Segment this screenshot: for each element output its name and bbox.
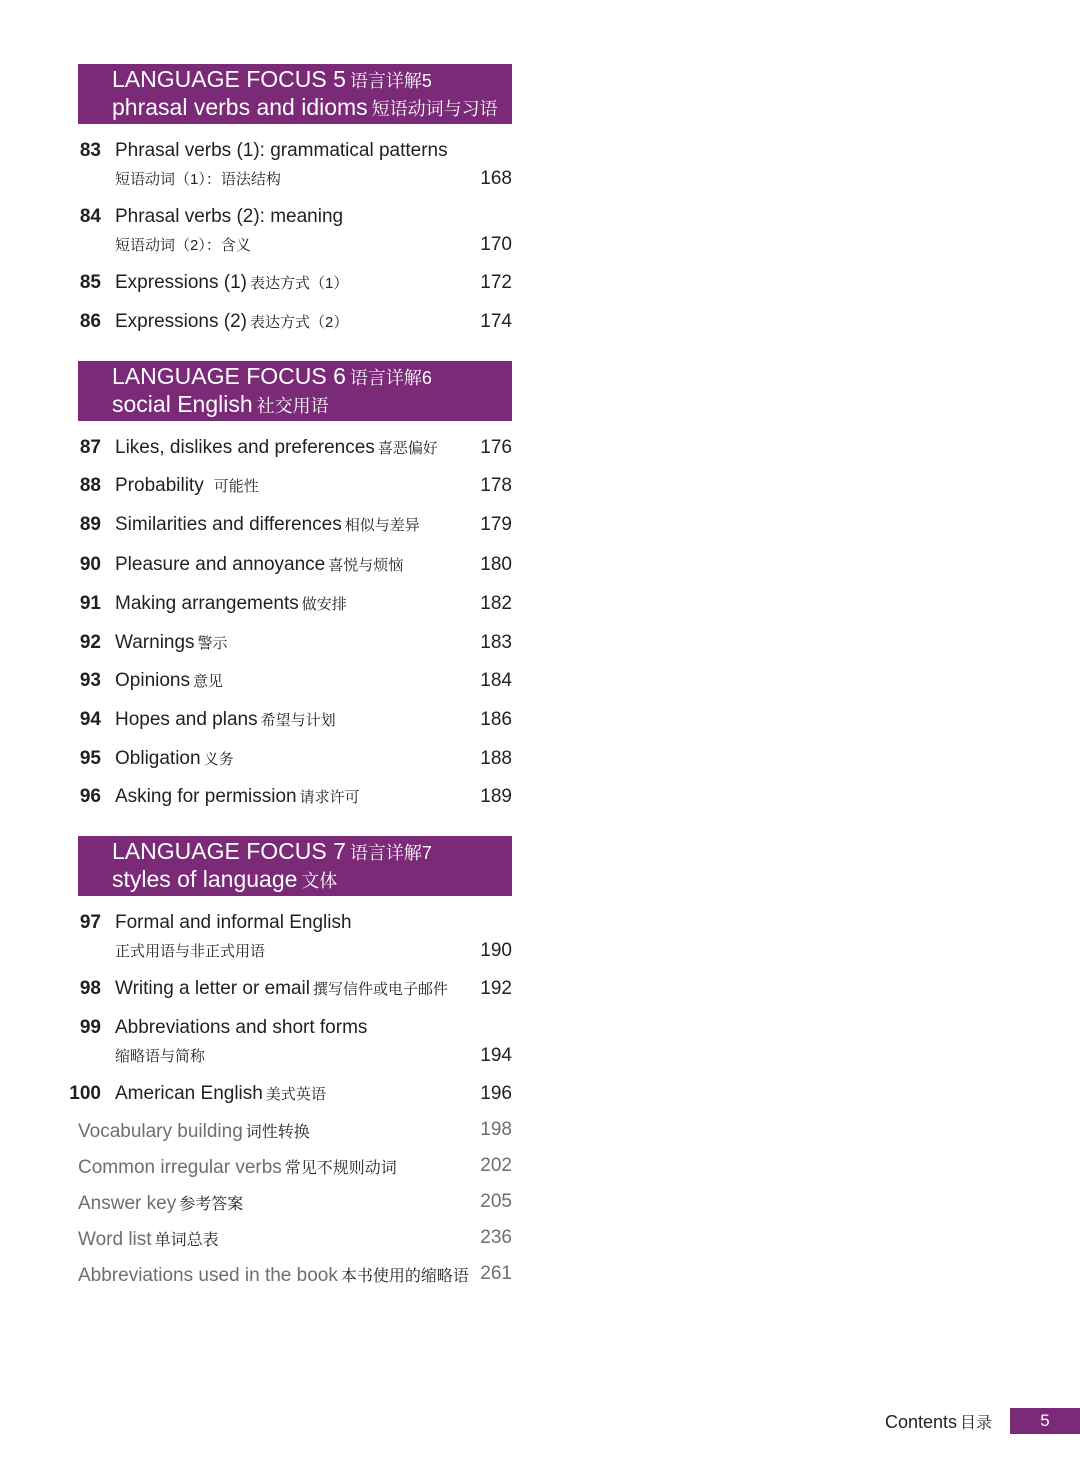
entry-title: Making arrangements: [115, 593, 299, 614]
section-heading-zh: 语言详解6: [349, 368, 432, 388]
entry-number: 90: [79, 554, 101, 575]
section-subtitle-zh: 社交用语: [256, 396, 329, 416]
footer-label-en: Contents: [885, 1412, 958, 1432]
entry-title: Hopes and plans: [115, 709, 258, 730]
entry-number: 95: [79, 748, 101, 769]
section-header-language-focus-5: [78, 64, 512, 124]
entry-title: Formal and informal English: [115, 912, 352, 933]
footer-contents-label: [885, 1410, 992, 1433]
entry-number: 99: [79, 1017, 101, 1038]
entry-number: 84: [79, 206, 101, 227]
entry-title: Opinions: [115, 670, 190, 691]
appendix-page: 236: [480, 1227, 512, 1248]
entry-number: 98: [79, 978, 101, 999]
entry-title-zh: 做安排: [301, 596, 347, 613]
entry-number: 89: [79, 514, 101, 535]
entry-title: Probability: [115, 475, 204, 496]
entry-title-zh: 撰写信件或电子邮件: [313, 981, 449, 998]
entry-number: 83: [79, 140, 101, 161]
entry-title-zh: 请求许可: [299, 789, 360, 806]
section-heading: LANGUAGE FOCUS 6: [112, 363, 346, 389]
entry-page: 172: [480, 272, 512, 293]
entry-title-zh: 美式英语: [265, 1086, 326, 1103]
section-heading-zh: 语言详解5: [349, 71, 432, 91]
entry-title: Pleasure and annoyance: [115, 554, 326, 575]
entry-number: 97: [79, 912, 101, 933]
entry-number: 94: [79, 709, 101, 730]
section-subtitle: social English: [112, 391, 253, 417]
entry-page: 182: [480, 593, 512, 614]
entry-title-zh: 希望与计划: [260, 712, 336, 729]
entry-title-zh: 相似与差异: [344, 517, 420, 534]
entry-title-zh: 义务: [203, 751, 234, 768]
entry-page: 170: [480, 234, 512, 255]
page-number: 5: [1010, 1408, 1080, 1434]
entry-title: Phrasal verbs (1): grammatical patterns: [115, 140, 448, 161]
appendix-title-zh: 常见不规则动词: [284, 1160, 397, 1177]
section-heading: LANGUAGE FOCUS 5: [112, 66, 346, 92]
entry-page: 184: [480, 670, 512, 691]
appendix-title-zh: 词性转换: [245, 1124, 310, 1141]
section-heading: LANGUAGE FOCUS 7: [112, 838, 346, 864]
section-subtitle-zh: 短语动词与习语: [371, 99, 498, 119]
appendix-page: 198: [480, 1119, 512, 1140]
entry-page: 190: [480, 940, 512, 961]
entry-number: 86: [79, 311, 101, 332]
appendix-title: Word list: [78, 1229, 152, 1250]
appendix-title: Abbreviations used in the book: [78, 1265, 338, 1286]
entry-title-zh: 正式用语与非正式用语: [115, 943, 266, 960]
entry-page: 176: [480, 437, 512, 458]
section-subtitle: phrasal verbs and idioms: [112, 94, 368, 120]
entry-page: 168: [480, 168, 512, 189]
entry-title: Similarities and differences: [115, 514, 342, 535]
appendix-title: Answer key: [78, 1193, 177, 1214]
appendix-title-zh: 参考答案: [179, 1196, 244, 1213]
entry-page: 189: [480, 786, 512, 807]
entry-page: 196: [480, 1083, 512, 1104]
entry-page: 174: [480, 311, 512, 332]
section-subtitle-zh: 文体: [301, 871, 338, 891]
entry-number: 96: [79, 786, 101, 807]
entry-title: Asking for permission: [115, 786, 297, 807]
entry-title: Likes, dislikes and preferences: [115, 437, 375, 458]
entry-title: Expressions (2): [115, 311, 247, 332]
footer-label-zh: 目录: [960, 1415, 993, 1432]
entry-title-zh: 短语动词（2）：含义: [115, 237, 251, 254]
entry-page: 178: [480, 475, 512, 496]
appendix-title-zh: 单词总表: [154, 1232, 219, 1249]
appendix-title-zh: 本书使用的缩略语: [340, 1268, 469, 1285]
entry-page: 192: [480, 978, 512, 999]
entry-number: 92: [79, 632, 101, 653]
entry-number: 91: [79, 593, 101, 614]
section-subtitle: styles of language: [112, 866, 298, 892]
entry-number: 93: [79, 670, 101, 691]
entry-title: Phrasal verbs (2): meaning: [115, 206, 344, 227]
entry-title-zh: 可能性: [213, 478, 259, 495]
entry-number: 87: [79, 437, 101, 458]
entry-page: 180: [480, 554, 512, 575]
entry-title-zh: 缩略语与简称: [115, 1048, 206, 1065]
appendix-title: Vocabulary building: [78, 1121, 243, 1142]
entry-title-zh: 表达方式（1）: [250, 275, 349, 292]
appendix-title: Common irregular verbs: [78, 1157, 282, 1178]
entry-title-zh: 喜悦与烦恼: [328, 557, 404, 574]
section-heading-zh: 语言详解7: [349, 843, 432, 863]
entry-title: American English: [115, 1083, 263, 1104]
entry-title-zh: 意见: [193, 673, 224, 690]
entry-title-zh: 警示: [197, 635, 228, 652]
entry-title: Obligation: [115, 748, 201, 769]
appendix-page: 205: [480, 1191, 512, 1212]
entry-page: 179: [480, 514, 512, 535]
entry-title-zh: 短语动词（1）：语法结构: [115, 171, 281, 188]
appendix-page: 261: [480, 1263, 512, 1284]
entry-title: Expressions (1): [115, 272, 247, 293]
section-header-language-focus-6: [78, 361, 512, 421]
entry-number: 100: [69, 1083, 101, 1104]
entry-number: 88: [79, 475, 101, 496]
entry-title: Writing a letter or email: [115, 978, 310, 999]
appendix-page: 202: [480, 1155, 512, 1176]
entry-page: 194: [480, 1045, 512, 1066]
entry-page: 183: [480, 632, 512, 653]
entry-title-zh: 表达方式（2）: [250, 314, 349, 331]
entry-number: 85: [79, 272, 101, 293]
entry-title-zh: 喜恶偏好: [377, 440, 438, 457]
entry-title: Abbreviations and short forms: [115, 1017, 368, 1038]
entry-page: 188: [480, 748, 512, 769]
section-header-language-focus-7: [78, 836, 512, 896]
entry-title: Warnings: [115, 632, 195, 653]
entry-page: 186: [480, 709, 512, 730]
